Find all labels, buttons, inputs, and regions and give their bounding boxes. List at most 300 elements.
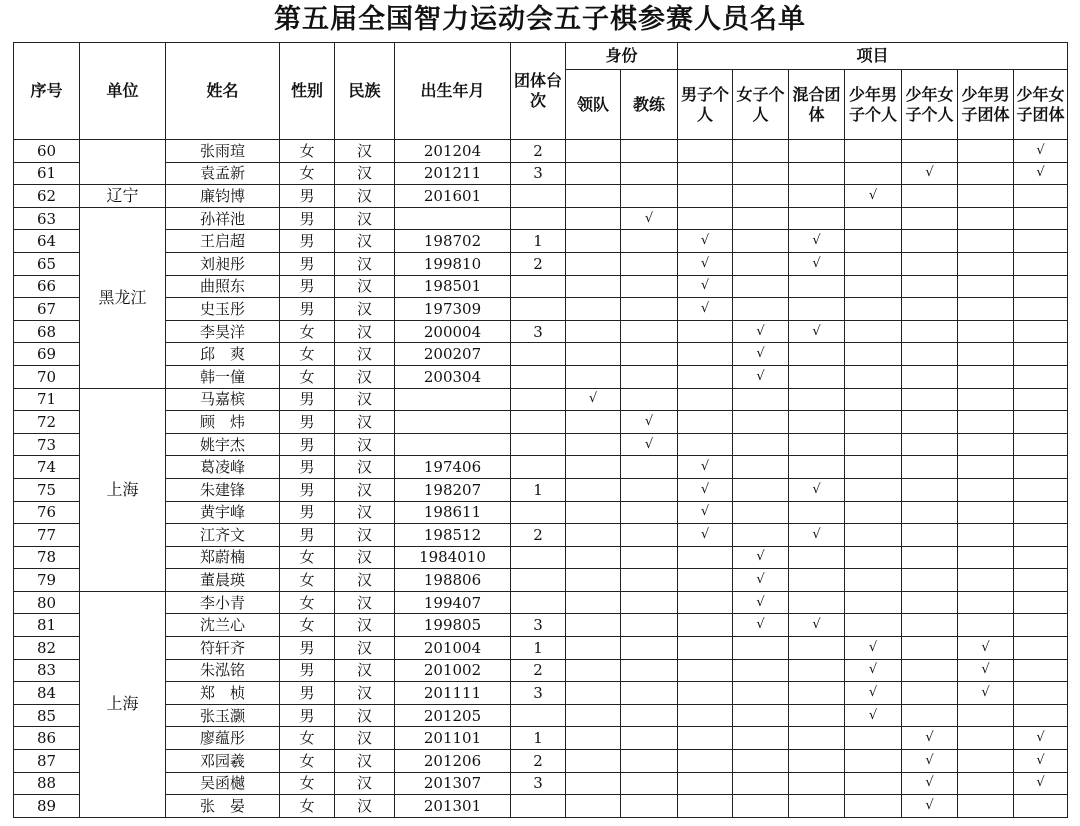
cell-event-6 — [1014, 252, 1068, 275]
cell-event-1: √ — [733, 591, 789, 614]
cell-team-order — [511, 275, 566, 298]
cell-event-6 — [1014, 230, 1068, 253]
cell-event-1 — [733, 659, 789, 682]
cell-ethnicity: 汉 — [335, 207, 395, 230]
cell-leader — [566, 162, 621, 185]
cell-name: 史玉彤 — [166, 298, 280, 321]
table-row — [14, 546, 1068, 569]
cell-team-order — [511, 501, 566, 524]
cell-event-3: √ — [845, 637, 902, 660]
cell-event-5 — [958, 298, 1014, 321]
cell-name: 张玉灏 — [166, 704, 280, 727]
cell-event-3 — [845, 365, 902, 388]
cell-birth — [395, 433, 511, 456]
cell-seq: 75 — [14, 478, 80, 501]
cell-event-3 — [845, 230, 902, 253]
cell-seq: 79 — [14, 569, 80, 592]
cell-ethnicity: 汉 — [335, 365, 395, 388]
cell-coach — [621, 524, 678, 547]
cell-event-6 — [1014, 795, 1068, 818]
cell-event-3 — [845, 614, 902, 637]
cell-event-2 — [789, 727, 845, 750]
cell-event-4 — [902, 682, 958, 705]
cell-leader — [566, 343, 621, 366]
table-row — [14, 456, 1068, 479]
cell-event-4 — [902, 546, 958, 569]
cell-event-6: √ — [1014, 140, 1068, 163]
cell-ethnicity: 汉 — [335, 614, 395, 637]
cell-gender: 男 — [280, 275, 335, 298]
cell-event-6 — [1014, 591, 1068, 614]
cell-coach — [621, 772, 678, 795]
cell-event-0 — [678, 569, 733, 592]
cell-team-order: 1 — [511, 637, 566, 660]
cell-event-3 — [845, 207, 902, 230]
cell-event-5 — [958, 750, 1014, 773]
cell-birth: 198806 — [395, 569, 511, 592]
cell-unit: 上海 — [80, 591, 166, 817]
cell-birth: 197406 — [395, 456, 511, 479]
cell-event-0: √ — [678, 230, 733, 253]
cell-seq: 81 — [14, 614, 80, 637]
cell-event-6 — [1014, 682, 1068, 705]
cell-event-0 — [678, 207, 733, 230]
cell-gender: 女 — [280, 569, 335, 592]
cell-coach — [621, 252, 678, 275]
cell-event-1 — [733, 140, 789, 163]
cell-name: 姚宇杰 — [166, 433, 280, 456]
cell-team-order: 2 — [511, 524, 566, 547]
cell-event-2 — [789, 682, 845, 705]
cell-name: 董晨瑛 — [166, 569, 280, 592]
cell-team-order — [511, 207, 566, 230]
cell-event-6 — [1014, 320, 1068, 343]
cell-event-6 — [1014, 185, 1068, 208]
cell-event-3 — [845, 320, 902, 343]
cell-event-3: √ — [845, 704, 902, 727]
cell-seq: 60 — [14, 140, 80, 163]
header-event-col: 少年女子个人 — [902, 70, 958, 140]
cell-seq: 87 — [14, 750, 80, 773]
cell-ethnicity: 汉 — [335, 659, 395, 682]
cell-event-5 — [958, 411, 1014, 434]
cell-event-0: √ — [678, 501, 733, 524]
roster-table — [13, 42, 1068, 818]
cell-event-6: √ — [1014, 727, 1068, 750]
cell-event-1 — [733, 275, 789, 298]
cell-event-6 — [1014, 524, 1068, 547]
cell-event-3 — [845, 140, 902, 163]
table-row — [14, 140, 1068, 163]
table-row — [14, 478, 1068, 501]
cell-leader — [566, 185, 621, 208]
cell-seq: 67 — [14, 298, 80, 321]
cell-event-1 — [733, 456, 789, 479]
cell-event-2: √ — [789, 478, 845, 501]
cell-event-6: √ — [1014, 162, 1068, 185]
cell-event-0 — [678, 411, 733, 434]
cell-event-4 — [902, 433, 958, 456]
cell-birth: 201307 — [395, 772, 511, 795]
cell-event-0: √ — [678, 275, 733, 298]
cell-birth — [395, 411, 511, 434]
cell-name: 沈兰心 — [166, 614, 280, 637]
cell-event-6 — [1014, 569, 1068, 592]
header-events: 项目 — [678, 43, 1068, 70]
cell-event-3 — [845, 524, 902, 547]
cell-event-6 — [1014, 343, 1068, 366]
cell-event-2: √ — [789, 252, 845, 275]
cell-event-6 — [1014, 456, 1068, 479]
cell-birth: 198702 — [395, 230, 511, 253]
table-row — [14, 230, 1068, 253]
roster-body — [14, 140, 1068, 818]
cell-event-3: √ — [845, 185, 902, 208]
cell-event-6 — [1014, 365, 1068, 388]
cell-event-6 — [1014, 298, 1068, 321]
cell-seq: 71 — [14, 388, 80, 411]
cell-coach — [621, 795, 678, 818]
cell-event-1: √ — [733, 343, 789, 366]
cell-event-5 — [958, 162, 1014, 185]
table-row — [14, 411, 1068, 434]
cell-gender: 女 — [280, 795, 335, 818]
cell-gender: 男 — [280, 478, 335, 501]
cell-birth: 201211 — [395, 162, 511, 185]
cell-event-4 — [902, 569, 958, 592]
cell-event-1 — [733, 750, 789, 773]
header-seq: 序号 — [14, 43, 80, 140]
header-event-col: 少年男子个人 — [845, 70, 902, 140]
cell-seq: 80 — [14, 591, 80, 614]
cell-event-4 — [902, 614, 958, 637]
cell-leader — [566, 546, 621, 569]
cell-name: 符轩齐 — [166, 637, 280, 660]
cell-name: 马嘉槟 — [166, 388, 280, 411]
cell-coach — [621, 185, 678, 208]
cell-event-0 — [678, 320, 733, 343]
cell-name: 李昊洋 — [166, 320, 280, 343]
table-row — [14, 637, 1068, 660]
cell-event-1 — [733, 433, 789, 456]
cell-event-0: √ — [678, 478, 733, 501]
cell-event-1: √ — [733, 320, 789, 343]
cell-unit: 辽宁 — [80, 185, 166, 208]
cell-team-order — [511, 546, 566, 569]
cell-team-order — [511, 298, 566, 321]
cell-gender: 男 — [280, 524, 335, 547]
cell-birth: 199407 — [395, 591, 511, 614]
cell-team-order — [511, 704, 566, 727]
cell-event-2 — [789, 298, 845, 321]
cell-name: 韩一僮 — [166, 365, 280, 388]
cell-team-order — [511, 433, 566, 456]
table-row — [14, 365, 1068, 388]
cell-seq: 61 — [14, 162, 80, 185]
cell-event-5 — [958, 230, 1014, 253]
cell-event-5 — [958, 456, 1014, 479]
table-row — [14, 501, 1068, 524]
cell-leader — [566, 637, 621, 660]
cell-coach — [621, 637, 678, 660]
cell-event-4 — [902, 478, 958, 501]
cell-event-1 — [733, 252, 789, 275]
cell-name: 李小青 — [166, 591, 280, 614]
cell-leader — [566, 456, 621, 479]
cell-event-2 — [789, 433, 845, 456]
cell-gender: 男 — [280, 682, 335, 705]
cell-event-3: √ — [845, 659, 902, 682]
cell-event-4: √ — [902, 750, 958, 773]
cell-event-4 — [902, 230, 958, 253]
cell-event-3 — [845, 388, 902, 411]
cell-event-5 — [958, 546, 1014, 569]
cell-gender: 男 — [280, 298, 335, 321]
cell-ethnicity: 汉 — [335, 298, 395, 321]
table-row — [14, 275, 1068, 298]
cell-event-5 — [958, 320, 1014, 343]
cell-event-4 — [902, 411, 958, 434]
cell-team-order — [511, 365, 566, 388]
cell-gender: 女 — [280, 162, 335, 185]
header-unit: 单位 — [80, 43, 166, 140]
cell-event-5 — [958, 185, 1014, 208]
cell-name: 张雨瑄 — [166, 140, 280, 163]
cell-event-2: √ — [789, 524, 845, 547]
cell-ethnicity: 汉 — [335, 704, 395, 727]
cell-ethnicity: 汉 — [335, 727, 395, 750]
cell-gender: 女 — [280, 772, 335, 795]
cell-birth: 201111 — [395, 682, 511, 705]
cell-event-5 — [958, 140, 1014, 163]
cell-event-5 — [958, 795, 1014, 818]
cell-coach — [621, 546, 678, 569]
cell-event-5 — [958, 275, 1014, 298]
cell-event-2 — [789, 456, 845, 479]
cell-event-5 — [958, 614, 1014, 637]
cell-event-2 — [789, 207, 845, 230]
cell-event-5 — [958, 478, 1014, 501]
cell-event-6 — [1014, 411, 1068, 434]
cell-name: 黄宇峰 — [166, 501, 280, 524]
cell-name: 江齐文 — [166, 524, 280, 547]
cell-leader — [566, 252, 621, 275]
cell-event-4 — [902, 207, 958, 230]
cell-name: 曲照东 — [166, 275, 280, 298]
cell-event-4: √ — [902, 795, 958, 818]
header-event-col: 女子个人 — [733, 70, 789, 140]
cell-coach — [621, 365, 678, 388]
cell-name: 刘昶彤 — [166, 252, 280, 275]
cell-event-4 — [902, 252, 958, 275]
cell-team-order: 3 — [511, 772, 566, 795]
cell-leader — [566, 140, 621, 163]
cell-event-2 — [789, 659, 845, 682]
cell-event-5: √ — [958, 682, 1014, 705]
cell-event-3 — [845, 750, 902, 773]
cell-event-1 — [733, 185, 789, 208]
cell-seq: 72 — [14, 411, 80, 434]
cell-event-6 — [1014, 433, 1068, 456]
cell-birth: 198611 — [395, 501, 511, 524]
cell-team-order: 3 — [511, 614, 566, 637]
cell-event-5 — [958, 252, 1014, 275]
cell-coach: √ — [621, 207, 678, 230]
cell-event-5 — [958, 343, 1014, 366]
header-team-order: 团体台次 — [511, 43, 566, 140]
cell-event-1 — [733, 478, 789, 501]
cell-event-3 — [845, 546, 902, 569]
cell-team-order — [511, 456, 566, 479]
cell-leader — [566, 682, 621, 705]
cell-event-1 — [733, 772, 789, 795]
cell-leader — [566, 614, 621, 637]
cell-event-4 — [902, 343, 958, 366]
cell-name: 朱泓铭 — [166, 659, 280, 682]
table-row — [14, 185, 1068, 208]
cell-leader — [566, 411, 621, 434]
cell-birth — [395, 207, 511, 230]
cell-event-2 — [789, 501, 845, 524]
cell-event-0 — [678, 162, 733, 185]
cell-leader — [566, 750, 621, 773]
cell-ethnicity: 汉 — [335, 637, 395, 660]
cell-event-4 — [902, 365, 958, 388]
cell-ethnicity: 汉 — [335, 682, 395, 705]
cell-ethnicity: 汉 — [335, 343, 395, 366]
cell-event-3 — [845, 772, 902, 795]
table-row — [14, 591, 1068, 614]
cell-gender: 女 — [280, 140, 335, 163]
cell-coach — [621, 750, 678, 773]
cell-event-3 — [845, 456, 902, 479]
cell-coach: √ — [621, 411, 678, 434]
cell-event-6 — [1014, 388, 1068, 411]
cell-team-order — [511, 569, 566, 592]
cell-leader — [566, 207, 621, 230]
cell-coach — [621, 298, 678, 321]
cell-birth: 199810 — [395, 252, 511, 275]
table-row — [14, 772, 1068, 795]
cell-event-5 — [958, 569, 1014, 592]
cell-coach — [621, 320, 678, 343]
cell-seq: 63 — [14, 207, 80, 230]
cell-gender: 男 — [280, 207, 335, 230]
cell-seq: 68 — [14, 320, 80, 343]
cell-coach — [621, 659, 678, 682]
cell-event-1: √ — [733, 569, 789, 592]
cell-event-0 — [678, 614, 733, 637]
cell-event-2 — [789, 185, 845, 208]
cell-event-0 — [678, 637, 733, 660]
cell-event-2: √ — [789, 230, 845, 253]
cell-birth: 200304 — [395, 365, 511, 388]
cell-birth: 201002 — [395, 659, 511, 682]
cell-event-4 — [902, 275, 958, 298]
cell-event-4 — [902, 185, 958, 208]
cell-event-2 — [789, 140, 845, 163]
cell-event-4 — [902, 388, 958, 411]
cell-seq: 66 — [14, 275, 80, 298]
cell-event-0 — [678, 795, 733, 818]
cell-event-0: √ — [678, 252, 733, 275]
table-row — [14, 704, 1068, 727]
cell-leader — [566, 704, 621, 727]
cell-event-6 — [1014, 637, 1068, 660]
cell-event-0 — [678, 659, 733, 682]
cell-birth: 198501 — [395, 275, 511, 298]
cell-leader — [566, 795, 621, 818]
cell-event-2 — [789, 275, 845, 298]
cell-event-1 — [733, 704, 789, 727]
cell-name: 王启超 — [166, 230, 280, 253]
cell-team-order: 1 — [511, 478, 566, 501]
cell-event-3 — [845, 591, 902, 614]
cell-leader — [566, 772, 621, 795]
cell-team-order — [511, 343, 566, 366]
cell-team-order: 2 — [511, 252, 566, 275]
cell-team-order — [511, 185, 566, 208]
cell-event-2 — [789, 162, 845, 185]
cell-event-3 — [845, 162, 902, 185]
table-row — [14, 207, 1068, 230]
cell-leader: √ — [566, 388, 621, 411]
cell-event-2 — [789, 388, 845, 411]
cell-ethnicity: 汉 — [335, 546, 395, 569]
cell-event-5 — [958, 524, 1014, 547]
cell-leader — [566, 275, 621, 298]
cell-coach — [621, 275, 678, 298]
cell-birth: 200207 — [395, 343, 511, 366]
cell-team-order: 2 — [511, 659, 566, 682]
cell-event-3 — [845, 343, 902, 366]
cell-event-6 — [1014, 546, 1068, 569]
cell-coach — [621, 456, 678, 479]
cell-seq: 69 — [14, 343, 80, 366]
cell-birth: 201206 — [395, 750, 511, 773]
cell-event-2 — [789, 569, 845, 592]
table-row — [14, 682, 1068, 705]
cell-event-2 — [789, 591, 845, 614]
cell-event-3 — [845, 501, 902, 524]
header-birth: 出生年月 — [395, 43, 511, 140]
cell-event-1: √ — [733, 365, 789, 388]
cell-leader — [566, 501, 621, 524]
cell-event-2 — [789, 750, 845, 773]
cell-name: 张 晏 — [166, 795, 280, 818]
cell-gender: 女 — [280, 320, 335, 343]
cell-event-5: √ — [958, 637, 1014, 660]
cell-event-4 — [902, 591, 958, 614]
cell-ethnicity: 汉 — [335, 795, 395, 818]
cell-event-2: √ — [789, 614, 845, 637]
cell-event-5 — [958, 433, 1014, 456]
cell-name: 廖蕴彤 — [166, 727, 280, 750]
cell-unit: 上海 — [80, 388, 166, 591]
cell-event-1 — [733, 524, 789, 547]
cell-gender: 女 — [280, 546, 335, 569]
cell-team-order: 1 — [511, 727, 566, 750]
cell-team-order — [511, 591, 566, 614]
table-row — [14, 569, 1068, 592]
cell-unit: 黑龙江 — [80, 207, 166, 388]
cell-event-1 — [733, 501, 789, 524]
cell-ethnicity: 汉 — [335, 772, 395, 795]
cell-ethnicity: 汉 — [335, 162, 395, 185]
cell-event-4 — [902, 501, 958, 524]
cell-event-6 — [1014, 275, 1068, 298]
cell-coach — [621, 230, 678, 253]
